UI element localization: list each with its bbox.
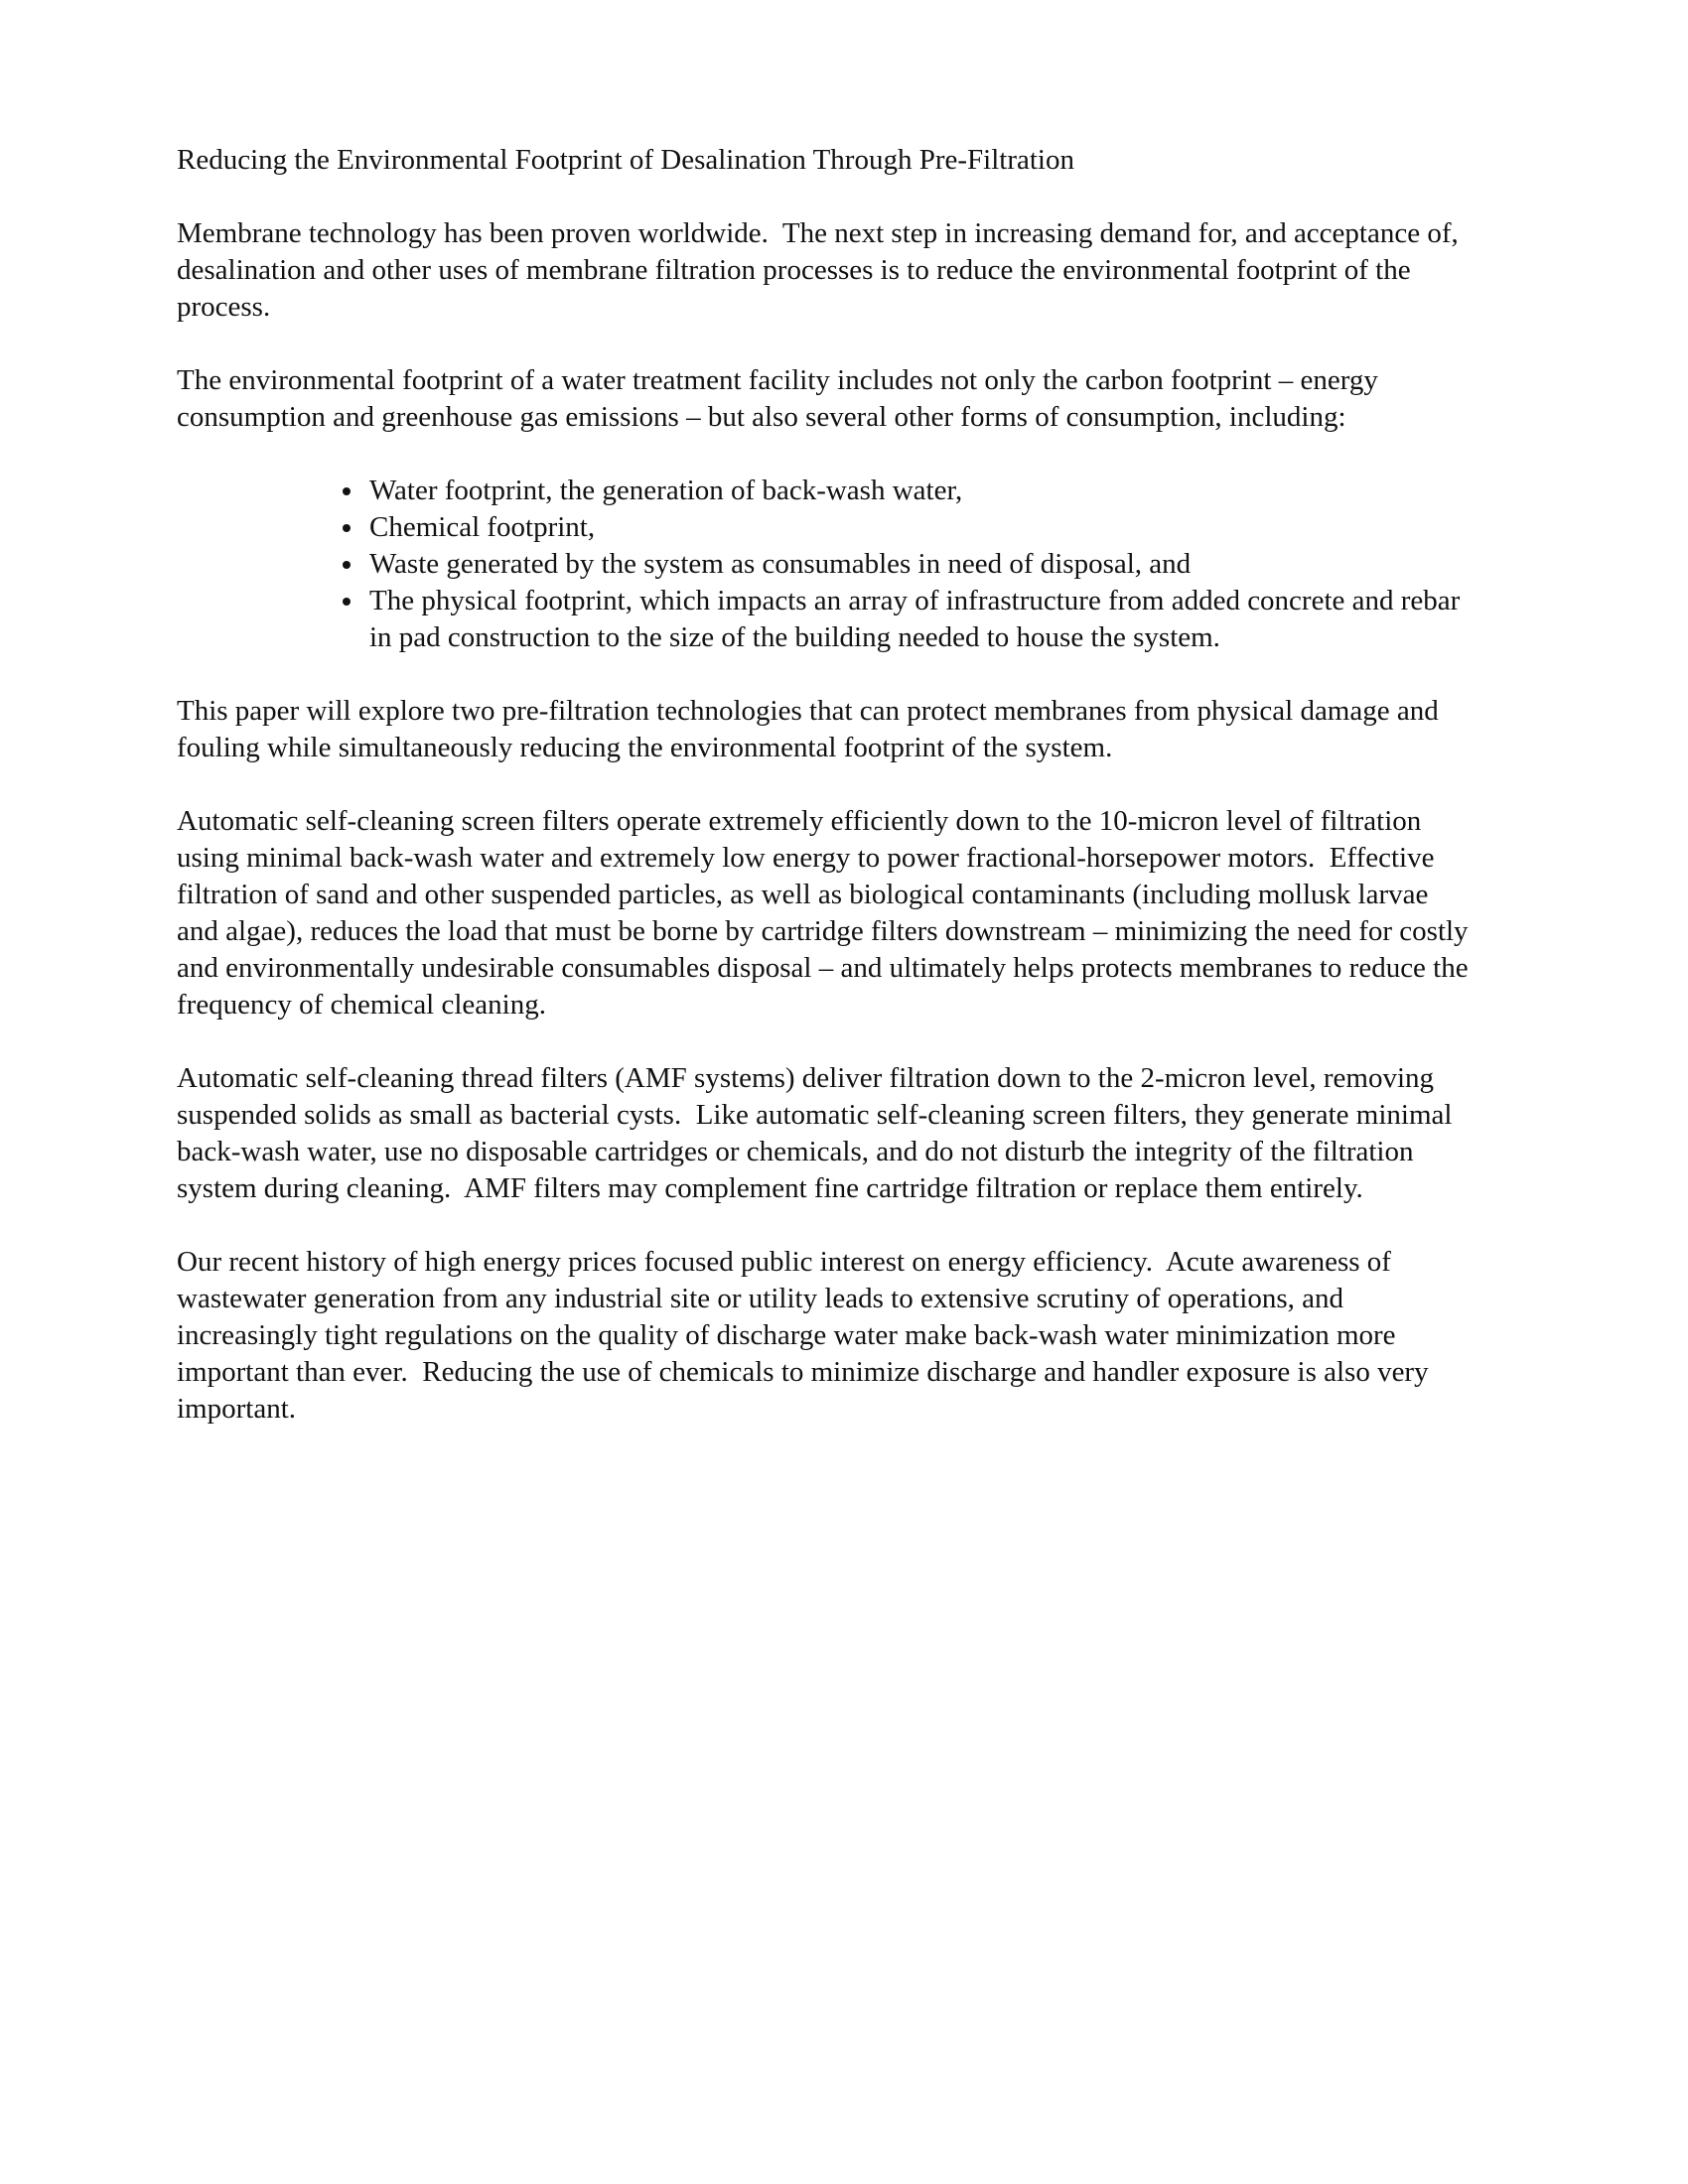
bullet-waste-generated: • Waste generated by the system as consumables in need of disposal, and xyxy=(365,546,1470,583)
paragraph-paper-scope: This paper will explore two pre-filtration technologies that can protect membranes from physical damage and fouling while simultaneously reducing the environmental footprint of the system. xyxy=(177,695,1446,763)
paragraph-energy-history: Our recent history of high energy prices focused public interest on energy efficiency. Acute awareness of wastewater generation from any industrial site or utility leads to extensive scrutiny of operations, and increasingly tight regulations on the quality of discharge water make back-wash water minimization more important than ever. Reducing the use of chemicals to minimize discharge and handler exposure is also very important. xyxy=(177,1246,1436,1425)
paragraph-membrane-technology: Membrane technology has been proven worldwide. The next step in increasing demand for, and acceptance of, desalination and other uses of membrane filtration processes is to reduce the environmental footprint of the process. xyxy=(177,217,1467,323)
document-title: Reducing the Environmental Footprint of Desalination Through Pre-Filtration xyxy=(177,144,1074,176)
bullet-water-footprint: • Water footprint, the generation of back-wash water, xyxy=(365,473,1470,509)
footprint-bullet-list xyxy=(177,473,1470,656)
paragraph-screen-filters: Automatic self-cleaning screen filters operate extremely efficiently down to the 10-micron level of filtration using minimal back-wash water and extremely low energy to power fractional-horsepower motors. Effective filtration of sand and other suspended particles, as well as biological contaminants (including mollusk larvae and algae), reduces the load that must be borne by cartridge filters downstream – minimizing the need for costly and environmentally undesirable consumables disposal – and ultimately helps protects membranes to reduce the frequency of chemical cleaning. xyxy=(177,805,1476,1021)
bullet-chemical-footprint: • Chemical footprint, xyxy=(365,509,1470,546)
bullet-physical-footprint: • The physical footprint, which impacts an array of infrastructure from added concrete and rebar in pad construction to the size of the building needed to house the system. xyxy=(365,583,1470,656)
paragraph-thread-filters: Automatic self-cleaning thread filters (AMF systems) deliver filtration down to the 2-micron level, removing suspended solids as small as bacterial cysts. Like automatic self-cleaning screen filters, they generate minimal back-wash water, use no disposable cartridges or chemicals, and do not disturb the integrity of the filtration system during cleaning. AMF filters may complement fine cartridge filtration or replace them entirely. xyxy=(177,1062,1460,1204)
paragraph-environmental-footprint: The environmental footprint of a water treatment facility includes not only the carbon footprint – energy consumption and greenhouse gas emissions – but also several other forms of consumption, including: xyxy=(177,364,1386,433)
